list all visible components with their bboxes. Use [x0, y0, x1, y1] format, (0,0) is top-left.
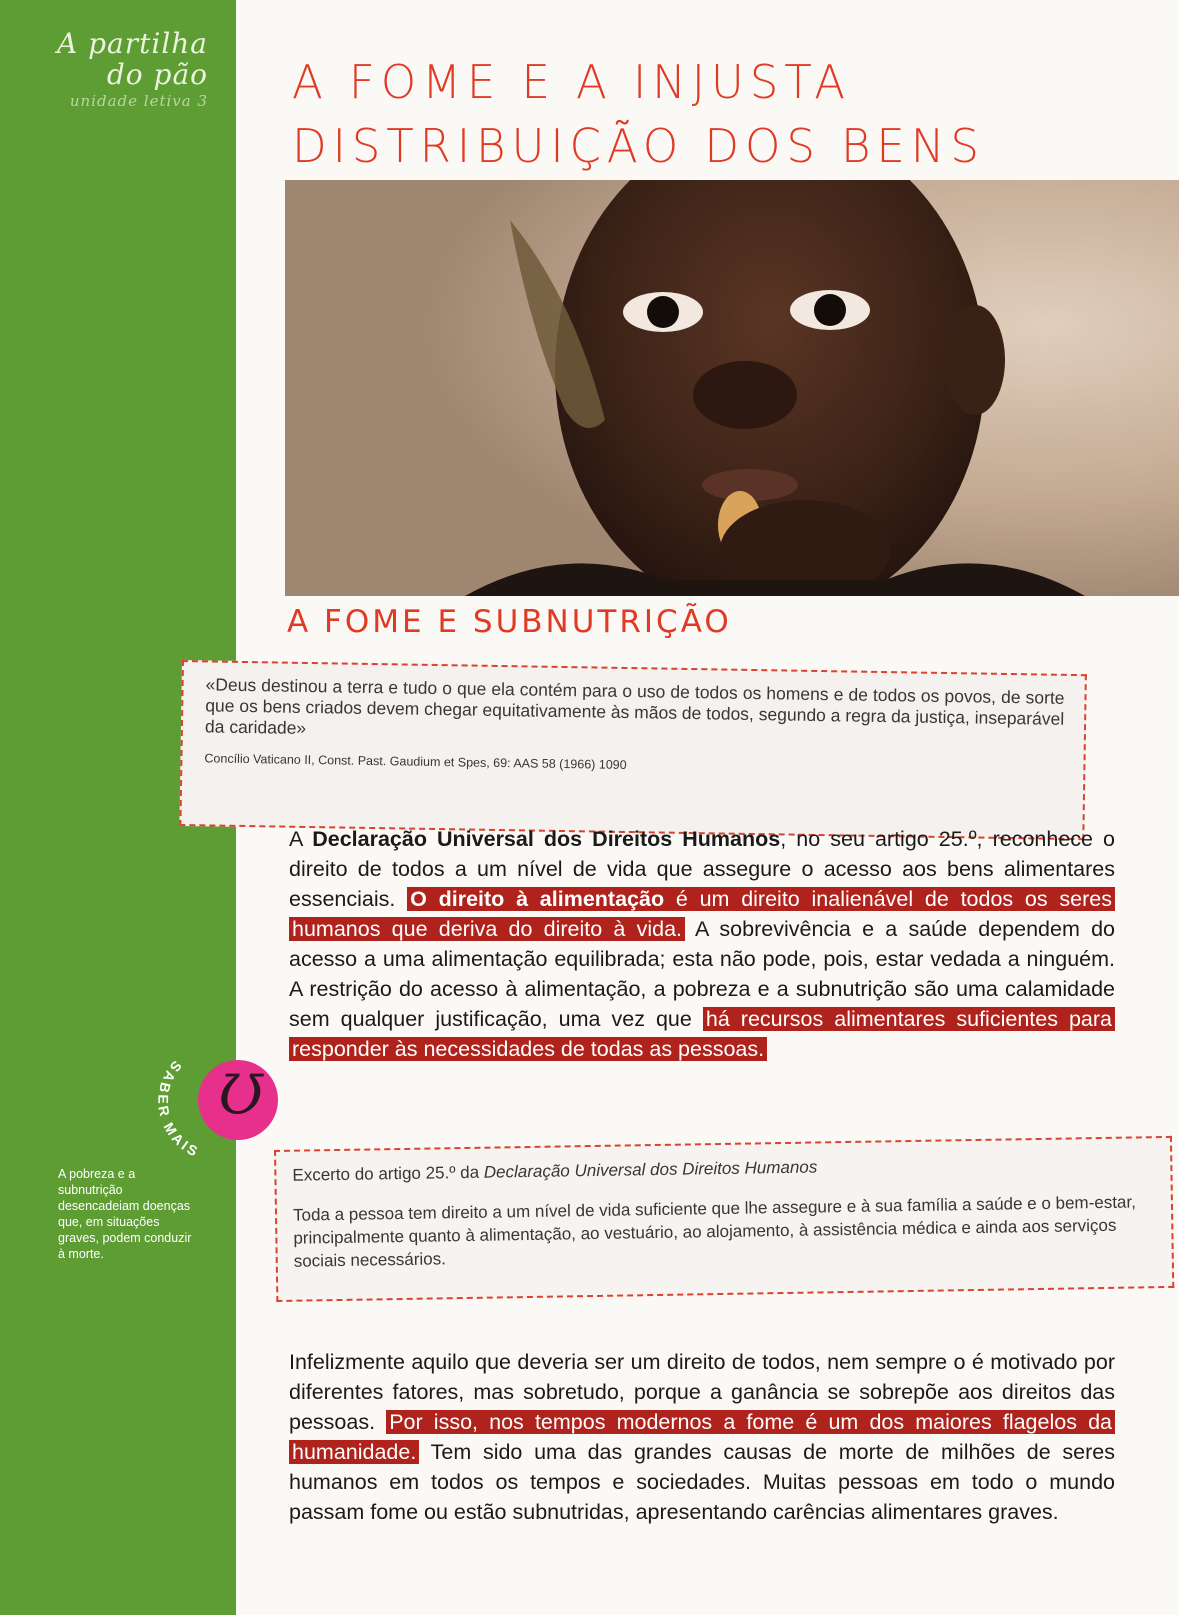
excerpt-heading-prefix: Excerto do artigo 25.º da	[292, 1162, 484, 1185]
unit-title-line2: do pão	[106, 58, 208, 91]
highlight-right-to-food-rest: é um direito inalienável de todos os seres humanos que deriva do direito à vida.	[292, 887, 1112, 941]
para2-end: Tem sido uma das grandes causas de morte de milhões de seres humanos em todos os tempos e sociedades. Muitas pessoas em todo o mundo passam fome ou estão subnutridas, apresentando carências alimentares graves.	[289, 1440, 1115, 1524]
page-title	[292, 50, 985, 178]
quote-source: Concílio Vaticano II, Const. Past. Gaudium et Spes, 69: AAS 58 (1966) 1090	[204, 751, 627, 772]
saber-mais-text: SABER MAIS	[155, 1057, 203, 1161]
udhr-name: Declaração Universal dos Direitos Humanos	[312, 827, 781, 851]
paragraph-1	[289, 824, 1115, 1064]
quote-box	[179, 660, 1086, 840]
section-title: A FOME E SUBNUTRIÇÃO	[287, 604, 732, 640]
svg-text:SABER MAIS	[155, 1058, 202, 1161]
quote-text: «Deus destinou a terra e tudo o que ela contém para o uso de todos os homens e de todos os povos, de sorte que os bens criados devem chegar equitativamente às mãos de todos, segundo a regra da justiça, inseparável da caridade»	[204, 674, 1065, 738]
para1-middle: A sobrevivência e a saúde dependem do acesso a uma alimentação equilibrada; esta não pode, pois, estar vedada a ninguém. A restrição do acesso à alimentação, a pobreza e a subnutrição são uma calamidade sem qualquer justificação, uma vez que	[289, 917, 1115, 1031]
excerpt-heading-title: Declaração Universal dos Direitos Humanos	[483, 1157, 818, 1182]
highlight-right-to-food-bold: O direito à alimentação	[410, 887, 665, 911]
child-photo	[285, 180, 1179, 596]
excerpt-text: Toda a pessoa tem direito a um nível de vida suficiente que lhe assegure e à sua família a saúde e o bem-estar, principalmente quanto à alimentação, ao vestuário, ao alojamento, à assistência médica e ainda aos serviços sociais necessários.	[292, 1192, 1137, 1271]
unit-title-line1: A partilha	[56, 27, 208, 60]
sidebar-note: A pobreza e a subnutrição desencadeiam doenças que, em situações graves, podem conduzir à morte.	[58, 1167, 192, 1261]
para2-start: Infelizmente aquilo que deveria ser um direito de todos, nem sempre o é motivado por diferentes fatores, mas sobretudo, porque a ganância se sobrepõe aos direitos das pessoas.	[289, 1350, 1115, 1434]
saber-mais-label	[150, 1040, 280, 1180]
page-title-line2: DISTRIBUIÇÃO DOS BENS	[292, 119, 985, 173]
highlight-hunger-scourge: Por isso, nos tempos modernos a fome é um dos maiores flagelos da humanidade.	[289, 1410, 1115, 1464]
para1-text: , no seu artigo 25.º, reconhece o direito de todos a um nível de vida que assegure o acesso aos bens alimentares essenciais.	[289, 827, 1115, 911]
highlight-sufficient-resources: há recursos alimentares suficientes para responder às necessidades de todas as pessoas.	[289, 1007, 1115, 1061]
page-title-line1: A FOME E A INJUSTA	[292, 55, 851, 109]
para1-start: A	[289, 827, 313, 851]
unit-subtitle: unidade letiva 3	[69, 92, 208, 110]
unit-label	[57, 28, 208, 112]
book-icon: Ʊ	[218, 1063, 264, 1126]
excerpt-box	[274, 1136, 1174, 1302]
paragraph-2	[289, 1347, 1115, 1527]
excerpt-heading	[292, 1152, 1154, 1186]
child-photo-illustration	[285, 180, 1179, 596]
